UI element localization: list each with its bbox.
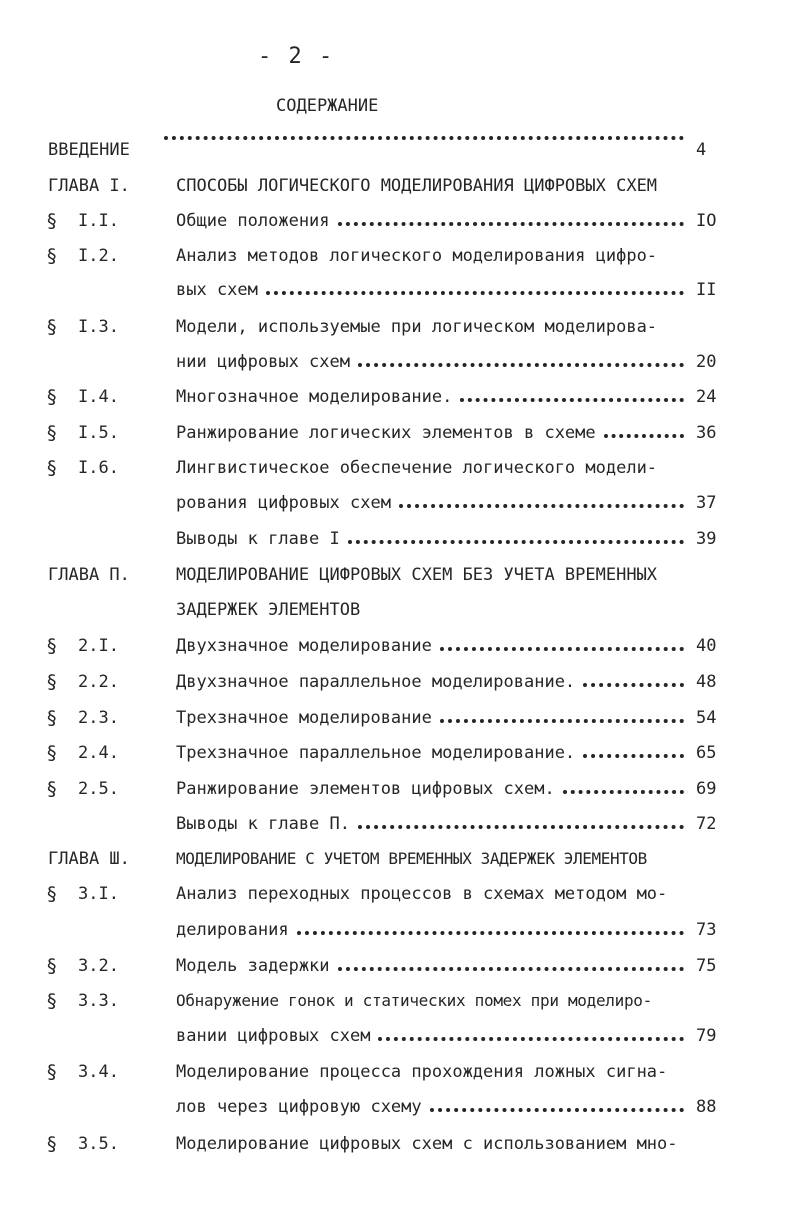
dot-leader (156, 136, 690, 149)
dot-leader (176, 1022, 690, 1050)
toc-entry-continuation (0, 489, 796, 517)
toc-entry (0, 704, 796, 732)
dot-leader (176, 383, 690, 411)
toc-entry (0, 739, 796, 767)
toc-page-number: 20 (696, 352, 717, 372)
toc-section-number: 2.3. (78, 708, 119, 728)
toc-entry (0, 242, 796, 270)
toc-chapter-title: МОДЕЛИРОВАНИЕ ЦИФРОВЫХ СХЕМ БЕЗ УЧЕТА ВРЕМЕННЫХ (176, 565, 658, 585)
section-sign: § (46, 210, 58, 232)
section-sign: § (46, 386, 58, 408)
toc-entry (0, 987, 796, 1015)
dot-leader (176, 525, 690, 553)
toc-page-number: 79 (696, 1026, 717, 1046)
toc-entry-title: Анализ методов логического моделирования цифро- (176, 246, 658, 266)
toc-chapter-title: СПОСОБЫ ЛОГИЧЕСКОГО МОДЕЛИРОВАНИЯ ЦИФРОВЫХ СХЕМ (176, 176, 658, 196)
toc-page-number: 73 (696, 920, 717, 940)
section-sign: § (46, 1133, 58, 1155)
toc-entry-title: Ранжирование логических элементов в схеме (176, 423, 596, 443)
toc-page-number: 24 (696, 387, 717, 407)
toc-chapter-1 (0, 172, 796, 200)
dot-leader (176, 632, 690, 660)
toc-entry-title: Двухзначное моделирование (176, 636, 432, 656)
section-sign: § (46, 742, 58, 764)
section-sign: § (46, 457, 58, 479)
toc-chapter-title-continuation (0, 596, 796, 624)
toc-entry-title: Обнаружение гонок и статических помех при моделиро- (176, 991, 652, 1010)
toc-page-number: 36 (696, 423, 717, 443)
toc-page-number: 48 (696, 672, 717, 692)
toc-section-number: 2.5. (78, 779, 119, 799)
toc-entry-title: Модель задержки (176, 956, 330, 976)
dot-leader (176, 952, 690, 980)
section-sign: § (46, 955, 58, 977)
toc-page-number: II (696, 280, 717, 300)
toc-entry (0, 454, 796, 482)
toc-section-number: I.3. (78, 317, 119, 337)
section-sign: § (46, 707, 58, 729)
toc-section-number: 3.5. (78, 1134, 119, 1154)
toc-label: ГЛАВА I. (48, 176, 130, 196)
toc-entry-title: Моделирование процесса прохождения ложных сигна- (176, 1062, 668, 1082)
toc-section-number: I.5. (78, 423, 119, 443)
toc-chapter-title: ЗАДЕРЖЕК ЭЛЕМЕНТОВ (176, 600, 361, 620)
toc-page-number: 75 (696, 956, 717, 976)
toc-section-number: 3.2. (78, 956, 119, 976)
toc-section-number: 3.I. (78, 884, 119, 904)
dot-leader (176, 419, 690, 447)
toc-entry-title: Ранжирование элементов цифровых схем. (176, 779, 555, 799)
dot-leader (176, 276, 690, 304)
section-sign: § (46, 883, 58, 905)
dot-leader (176, 207, 690, 235)
dot-leader (176, 1093, 690, 1121)
section-sign: § (46, 1061, 58, 1083)
toc-entry-title: Двухзначное параллельное моделирование. (176, 672, 576, 692)
section-sign: § (46, 635, 58, 657)
toc-entry-conclusions (0, 810, 796, 838)
page-title: СОДЕРЖАНИЕ (276, 96, 379, 116)
section-sign: § (46, 778, 58, 800)
toc-section-number: I.4. (78, 387, 119, 407)
section-sign: § (46, 245, 58, 267)
toc-label: ВВЕДЕНИЕ (48, 140, 130, 160)
toc-entry-title: вании цифровых схем (176, 1026, 371, 1046)
toc-page-number: 69 (696, 779, 717, 799)
toc-entry-title: нии цифровых схем (176, 352, 350, 372)
toc-section-number: 3.4. (78, 1062, 119, 1082)
toc-entry-title: Лингвистическое обеспечение логического модели- (176, 458, 658, 478)
toc-entry-title: Моделирование цифровых схем с использованием мно- (176, 1134, 678, 1154)
toc-section-number: I.I. (78, 211, 119, 231)
toc-page-number: 65 (696, 743, 717, 763)
toc-entry-title: Выводы к главе I (176, 529, 340, 549)
toc-label: ГЛАВА П. (48, 565, 130, 585)
toc-entry-title: Выводы к главе П. (176, 814, 350, 834)
toc-entry (0, 1130, 796, 1158)
page-number: - 2 - (258, 44, 335, 69)
toc-label: ГЛАВА Ш. (48, 849, 130, 869)
dot-leader (176, 739, 690, 767)
toc-entry (0, 880, 796, 908)
toc-chapter-title: МОДЕЛИРОВАНИЕ С УЧЕТОМ ВРЕМЕННЫХ ЗАДЕРЖЕК ЭЛЕМЕНТОВ (176, 849, 647, 868)
toc-entry-title: Трехзначное параллельное моделирование. (176, 743, 576, 763)
toc-chapter-2 (0, 561, 796, 589)
toc-page-number: 39 (696, 529, 717, 549)
toc-section-number: I.2. (78, 246, 119, 266)
dot-leader (176, 775, 690, 803)
dot-leader (176, 489, 690, 517)
section-sign: § (46, 990, 58, 1012)
toc-entry (0, 419, 796, 447)
toc-entry-title: Общие положения (176, 211, 330, 231)
toc-section-number: 2.4. (78, 743, 119, 763)
toc-page-number: 40 (696, 636, 717, 656)
dot-leader (176, 810, 690, 838)
section-sign: § (46, 422, 58, 444)
toc-entry-title: вых схем (176, 280, 258, 300)
toc-entry-title: лов через цифровую схему (176, 1097, 422, 1117)
toc-chapter-3 (0, 845, 796, 873)
toc-page-number: 88 (696, 1097, 717, 1117)
section-sign: § (46, 671, 58, 693)
toc-entry (0, 383, 796, 411)
dot-leader (176, 348, 690, 376)
toc-entry (0, 207, 796, 235)
toc-entry-title: делирования (176, 920, 289, 940)
toc-entry-conclusions (0, 525, 796, 553)
section-sign: § (46, 316, 58, 338)
toc-entry-title: Трехзначное моделирование (176, 708, 432, 728)
toc-page-number: 72 (696, 814, 717, 834)
toc-page-number: IO (696, 211, 717, 231)
dot-leader (176, 668, 690, 696)
toc-entry (0, 952, 796, 980)
toc-entry (0, 632, 796, 660)
toc-entry-title: Многозначное моделирование. (176, 387, 453, 407)
toc-section-number: 2.2. (78, 672, 119, 692)
toc-entry-title: рования цифровых схем (176, 493, 391, 513)
toc-page-number: 4 (696, 140, 707, 160)
toc-entry-introduction (0, 136, 796, 164)
toc-entry (0, 313, 796, 341)
toc-entry-continuation (0, 1093, 796, 1121)
toc-entry (0, 668, 796, 696)
toc-entry-continuation (0, 348, 796, 376)
toc-entry (0, 775, 796, 803)
dot-leader (176, 916, 690, 944)
toc-section-number: 2.I. (78, 636, 119, 656)
dot-leader (176, 704, 690, 732)
toc-entry-continuation (0, 276, 796, 304)
toc-entry (0, 1058, 796, 1086)
toc-page-number: 37 (696, 493, 717, 513)
toc-entry-title: Анализ переходных процессов в схемах методом мо- (176, 884, 668, 904)
toc-section-number: I.6. (78, 458, 119, 478)
toc-section-number: 3.3. (78, 991, 119, 1011)
toc-entry-continuation (0, 1022, 796, 1050)
toc-entry-title: Модели, используемые при логическом моделирова- (176, 317, 658, 337)
toc-page-number: 54 (696, 708, 717, 728)
toc-entry-continuation (0, 916, 796, 944)
